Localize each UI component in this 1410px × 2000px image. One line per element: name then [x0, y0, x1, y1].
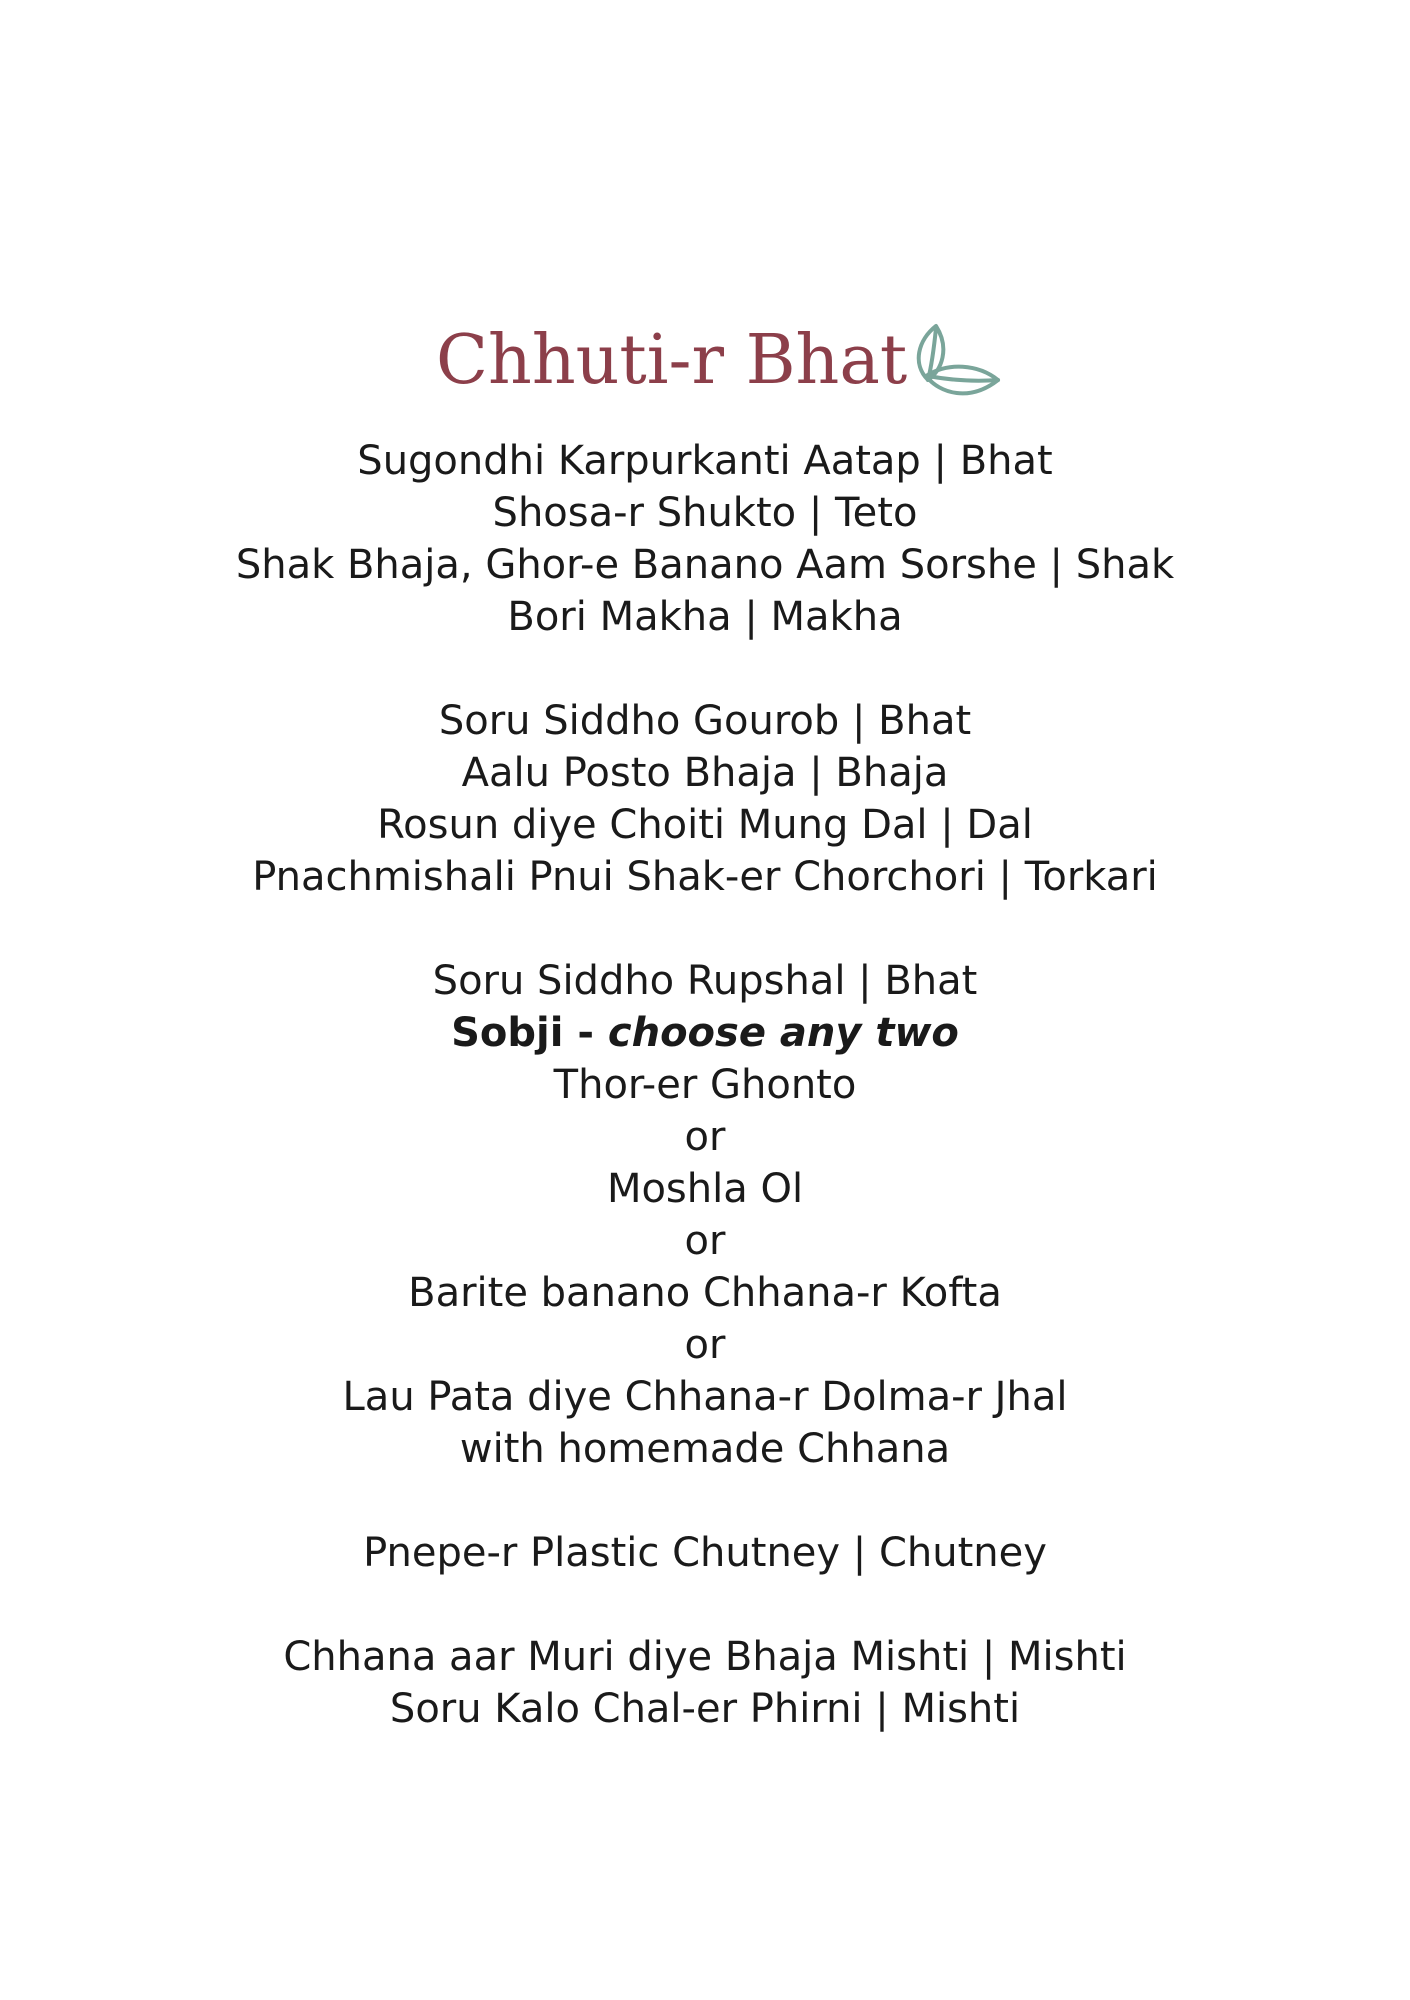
menu-header: [0, 310, 1410, 420]
menu-item: Soru Kalo Chal-er Phirni | Mishti: [389, 1686, 1021, 1732]
option-separator: or: [684, 1218, 726, 1264]
menu-item: Pnachmishali Pnui Shak-er Chorchori | Torkari: [252, 854, 1158, 900]
menu-section-starters: [0, 435, 1410, 643]
menu-item: Shosa-r Shukto | Teto: [492, 490, 918, 536]
menu-item: Bori Makha | Makha: [507, 594, 903, 640]
sobji-option-note: with homemade Chhana: [459, 1426, 951, 1472]
menu-item: Shak Bhaja, Ghor-e Banano Aam Sorshe | Shak: [235, 542, 1175, 588]
menu-item: Soru Siddho Gourob | Bhat: [438, 698, 972, 744]
menu-section-main-course: [0, 955, 1410, 1475]
section-spacer: [0, 903, 1410, 955]
sobji-option: Lau Pata diye Chhana-r Dolma-r Jhal: [342, 1374, 1068, 1420]
menu-body: [0, 435, 1410, 1735]
menu-item: Rosun diye Choiti Mung Dal | Dal: [377, 802, 1033, 848]
sobji-option: Barite banano Chhana-r Kofta: [408, 1270, 1002, 1316]
menu-title: Chhuti-r Bhat: [436, 321, 908, 400]
menu-item: Pnepe-r Plastic Chutney | Chutney: [363, 1530, 1047, 1576]
option-separator: or: [684, 1322, 726, 1368]
sobji-option: Moshla Ol: [606, 1166, 804, 1212]
menu-section-second-course: [0, 695, 1410, 903]
section-spacer: [0, 1475, 1410, 1527]
sobji-option: Thor-er Ghonto: [553, 1062, 857, 1108]
menu-item: Aalu Posto Bhaja | Bhaja: [461, 750, 949, 796]
leaf-icon: [906, 318, 1006, 408]
menu-item: Chhana aar Muri diye Bhaja Mishti | Mishti: [283, 1634, 1127, 1680]
section-spacer: [0, 1579, 1410, 1631]
sobji-heading: [0, 1007, 1410, 1059]
option-separator: or: [684, 1114, 726, 1160]
menu-section-chutney: [0, 1527, 1410, 1579]
menu-item: Sugondhi Karpurkanti Aatap | Bhat: [357, 438, 1053, 484]
menu-item: Soru Siddho Rupshal | Bhat: [432, 958, 978, 1004]
menu-section-dessert: [0, 1631, 1410, 1735]
sobji-label: Sobji -: [451, 1010, 608, 1056]
sobji-choice-note: choose any two: [607, 1010, 959, 1056]
section-spacer: [0, 643, 1410, 695]
